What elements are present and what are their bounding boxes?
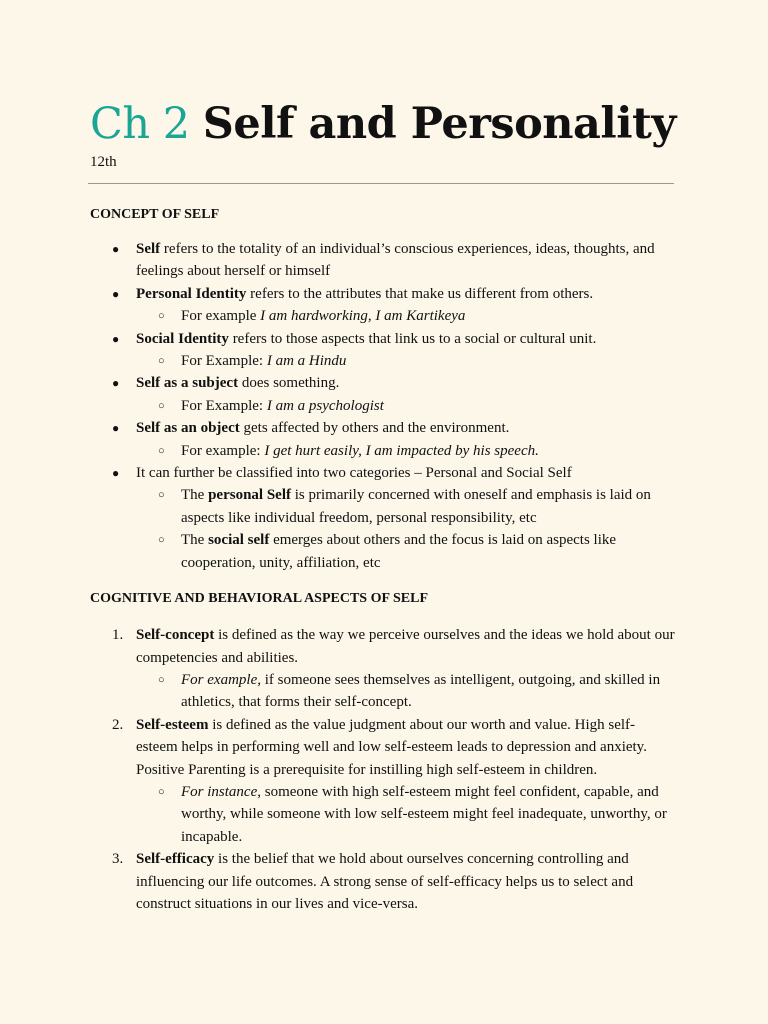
item-text: is the belief that we hold about ourselves concerning controlling and influencing our life outcomes. A strong sense of self-efficacy helps us to select and construct situations in our lives and vice-versa.	[136, 851, 634, 912]
term: Self as an object	[136, 420, 240, 437]
term: Self-efficacy	[136, 851, 215, 868]
sub-list-item	[136, 529, 676, 574]
sub-item-text: if someone sees themselves as intelligent, outgoing, and skilled in athletics, that forms their self-concept.	[181, 671, 661, 711]
term: Self as a subject	[136, 375, 239, 392]
bullet-icon: ●	[112, 331, 120, 346]
sub-list	[136, 350, 676, 372]
bullet-icon: ●	[112, 376, 120, 391]
section-heading-concept-of-self: CONCEPT OF SELF	[90, 207, 220, 222]
list-item	[90, 283, 676, 328]
list-item	[90, 624, 676, 714]
item-text: refers to the totality of an individual’s conscious experiences, ideas, thoughts, and feelings about herself or himself	[136, 241, 655, 280]
sub-list-item	[136, 484, 676, 529]
sub-item-example: I am a psychologist	[266, 397, 384, 414]
sub-item-lead: For instance	[181, 783, 258, 800]
term: Self-esteem	[136, 716, 209, 733]
bullet-icon: ●	[112, 421, 120, 436]
hollow-bullet-icon: ○	[158, 785, 165, 798]
cognitive-behavioral-list	[90, 624, 676, 915]
list-item	[90, 714, 676, 848]
sub-list	[136, 440, 676, 462]
sub-item-prefix: For Example:	[181, 353, 267, 370]
sub-item-prefix: For example	[181, 308, 261, 325]
list-item	[90, 238, 676, 283]
hollow-bullet-icon: ○	[158, 673, 165, 686]
sub-list-item	[136, 781, 676, 848]
horizontal-divider	[88, 183, 674, 184]
bullet-icon: ●	[112, 286, 120, 301]
term: Social Identity	[136, 330, 229, 347]
list-item	[90, 848, 676, 915]
list-number: 1.	[112, 627, 124, 644]
sub-item-text: emerges about others and the focus is laid on aspects like cooperation, unity, affiliation, etc	[181, 532, 617, 571]
sub-item-example: I get hurt easily, I am impacted by his speech.	[264, 442, 539, 459]
item-text: gets affected by others and the environment.	[239, 420, 510, 437]
item-text: It can further be classified into two categories – Personal and Social Self	[136, 465, 572, 482]
sub-item-prefix: The	[181, 532, 209, 549]
item-text: does something.	[238, 375, 340, 392]
term: Self	[136, 241, 161, 257]
list-item	[90, 417, 676, 462]
hollow-bullet-icon: ○	[158, 399, 165, 412]
document-page	[90, 96, 676, 915]
list-number: 2.	[112, 716, 124, 733]
sub-list-item	[136, 305, 676, 327]
term: Self-concept	[136, 627, 215, 644]
list-item	[90, 372, 676, 417]
hollow-bullet-icon: ○	[158, 444, 165, 457]
sub-item-lead: For example,	[181, 671, 261, 688]
list-item	[90, 328, 676, 373]
sub-list-item	[136, 350, 676, 372]
sub-list-item	[136, 395, 676, 417]
bullet-icon: ●	[112, 242, 120, 256]
item-text: refers to those aspects that link us to a social or cultural unit.	[228, 330, 597, 347]
item-text: is defined as the value judgment about our worth and value. High self-esteem helps in performing well and low self-esteem leads to depression and anxiety. Positive Parenting is a prerequisite for instilling high self-esteem in children.	[136, 716, 647, 778]
hollow-bullet-icon: ○	[158, 534, 165, 547]
list-item	[90, 462, 676, 574]
item-text: refers to the attributes that make us different from others.	[246, 285, 594, 302]
sub-list	[136, 305, 676, 327]
item-text: is defined as the way we perceive ourselves and the ideas we hold about our competencies and abilities.	[136, 627, 675, 666]
sub-item-prefix: For Example:	[181, 397, 267, 414]
sub-item-text: is primarily concerned with oneself and emphasis is laid on aspects like individual freedom, personal responsibility, etc	[181, 487, 651, 526]
hollow-bullet-icon: ○	[158, 310, 165, 323]
sub-item-example: I am a Hindu	[266, 353, 347, 370]
sub-item-example: I am hardworking, I am Kartikeya	[260, 308, 466, 325]
term: personal Self	[208, 487, 291, 504]
term: social self	[208, 532, 270, 549]
hollow-bullet-icon: ○	[158, 355, 165, 368]
sub-item-text: , someone with high self-esteem might feel confident, capable, and worthy, while someone with low self-esteem might feel inadequate, unworthy, or incapable.	[181, 783, 667, 845]
sub-list-item	[136, 669, 676, 714]
sub-list	[136, 781, 676, 848]
term: Personal Identity	[136, 285, 247, 302]
bullet-icon: ●	[112, 466, 120, 481]
sub-list	[136, 484, 676, 574]
section-heading-cognitive-behavioral: COGNITIVE AND BEHAVIORAL ASPECTS OF SELF	[90, 591, 429, 607]
sub-item-prefix: For example:	[181, 442, 265, 459]
page-title	[90, 96, 676, 152]
chapter-number: Ch 2	[90, 99, 190, 149]
list-number: 3.	[112, 851, 124, 868]
sub-list-item	[136, 440, 676, 462]
sub-list	[136, 395, 676, 417]
sub-item-prefix: The	[181, 487, 209, 504]
sub-list	[136, 669, 676, 714]
chapter-title: Self and Personality	[202, 99, 676, 149]
concept-of-self-list	[90, 238, 676, 574]
hollow-bullet-icon: ○	[158, 489, 165, 502]
page-subtitle: 12th	[90, 154, 117, 170]
